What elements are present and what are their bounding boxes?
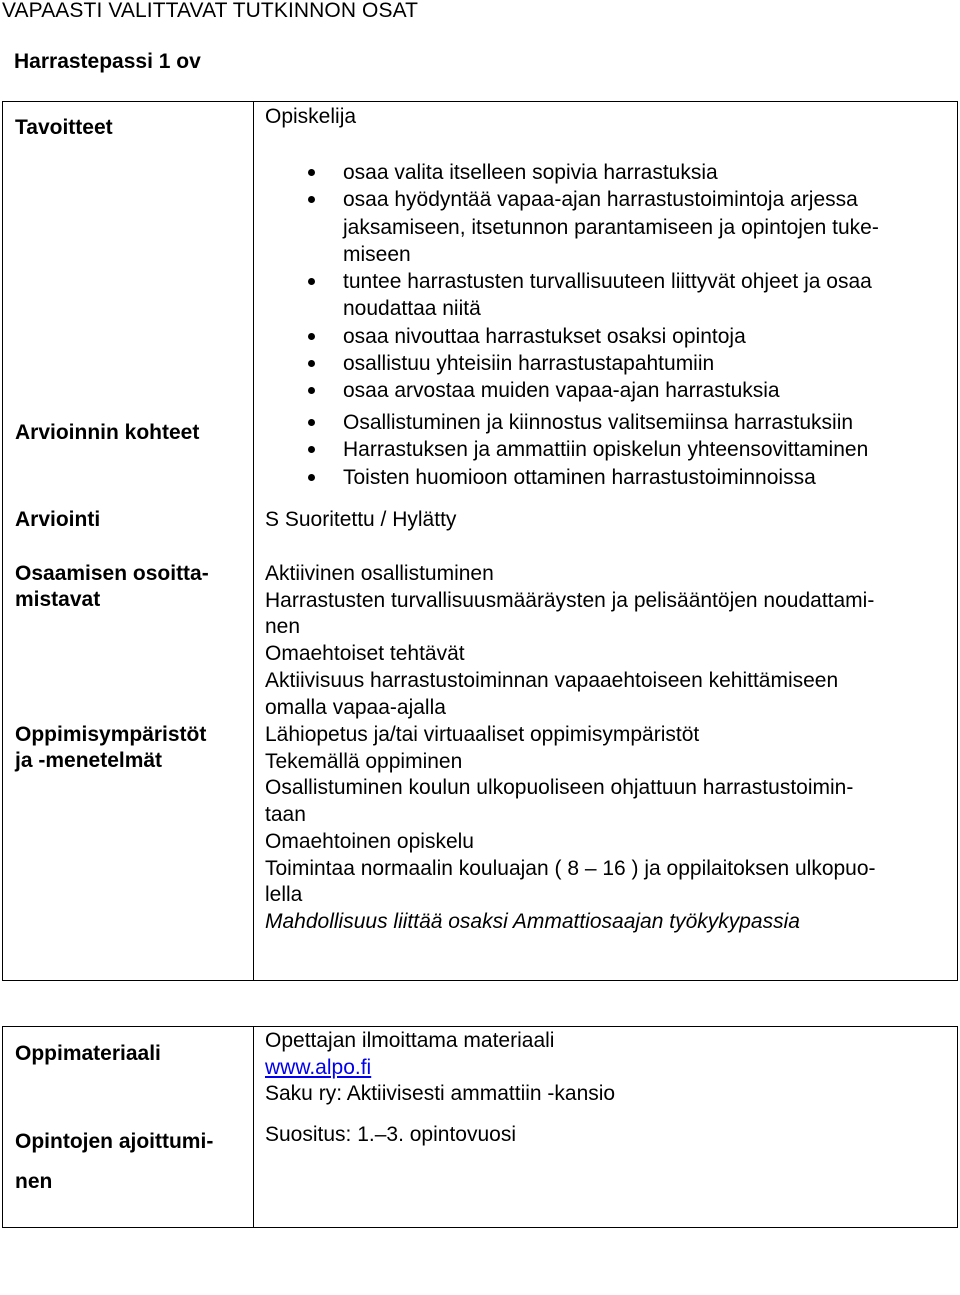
bullet-icon [308, 169, 315, 176]
list-item [265, 377, 955, 404]
arviointi-value [265, 507, 955, 534]
list-item-text: osaa arvostaa muiden vapaa-ajan harrastuksia [343, 379, 780, 403]
list-item [265, 464, 955, 491]
list-item-text: Toisten huomioon ottaminen harrastustoiminnoissa [343, 465, 816, 489]
list-item-text: jaksamiseen, itsetunnon parantamiseen ja opintojen tuke- [343, 215, 879, 239]
content-line: Suositus: 1.–3. opintovuosi [265, 1123, 516, 1146]
content-line: Aktiivisuus harrastustoiminnan vapaaehtoiseen kehittämiseen [265, 668, 839, 692]
label-osaamisen-osoittamistavat [15, 561, 245, 613]
content-line: Saku ry: Aktiivisesti ammattiin -kansio [265, 1082, 616, 1106]
content-line: Harrastusten turvallisuusmääräysten ja pelisääntöjen noudattami- [265, 588, 875, 612]
list-item-text: noudattaa niitä [343, 297, 481, 321]
list-item [265, 350, 955, 377]
column-divider [253, 102, 254, 980]
list-item-text: Osallistuminen ja kiinnostus valitsemiinsa harrastuksiin [343, 411, 854, 434]
content-line: Toimintaa normaalin kouluajan ( 8 – 16 ) ja oppilaitoksen ulkopuo- [265, 856, 876, 880]
osaamisen-content [265, 561, 955, 721]
alpo-link[interactable]: www.alpo.fi [265, 1055, 372, 1079]
label-opintojen-ajoittuminen [15, 1122, 245, 1202]
list-item [265, 409, 955, 436]
content-line: Lähiopetus ja/tai virtuaaliset oppimisympäristöt [265, 723, 700, 746]
bullet-icon [308, 278, 315, 285]
arvioinnin-kohteet-list [265, 409, 955, 491]
arviointi-text: S Suoritettu / Hylätty [265, 508, 457, 531]
list-item-text: tuntee harrastusten turvallisuuteen liittyvät ohjeet ja osaa [343, 270, 872, 294]
content-line: Omaehtoiset tehtävät [265, 642, 465, 666]
course-details-table [2, 101, 958, 981]
list-item-text: miseen [343, 242, 411, 266]
tavoitteet-intro [265, 104, 955, 131]
content-line: nen [265, 615, 301, 639]
list-item-text: osaa nivouttaa harrastukset osaksi opintoja [343, 324, 746, 348]
list-item [265, 268, 955, 323]
content-line: Aktiivinen osallistuminen [265, 562, 494, 585]
list-item-text: osaa hyödyntää vapaa-ajan harrastustoimintoja arjessa [343, 188, 858, 212]
list-item [265, 186, 955, 268]
label-line: Opintojen ajoittumi- [15, 1130, 214, 1153]
list-item [265, 159, 955, 186]
label-line: mistavat [15, 588, 101, 611]
label-line: nen [15, 1170, 53, 1193]
label-line: Osaamisen osoitta- [15, 562, 209, 585]
bullet-icon [308, 419, 315, 426]
content-line: Tekemällä oppiminen [265, 749, 463, 773]
oppimateriaali-content [265, 1028, 955, 1108]
content-line: omalla vapaa-ajalla [265, 695, 446, 719]
content-line: Opettajan ilmoittama materiaali [265, 1029, 555, 1052]
content-line: Omaehtoinen opiskelu [265, 829, 474, 853]
course-title: Harrastepassi 1 ov [14, 50, 201, 73]
list-item [265, 323, 955, 350]
label-line: Oppimisympäristöt [15, 723, 207, 746]
bullet-icon [308, 474, 315, 481]
label-line: ja -menetelmät [15, 749, 163, 772]
materials-table [2, 1026, 958, 1228]
label-oppimisymparistot [15, 722, 245, 774]
bullet-icon [308, 387, 315, 394]
list-item-text: osaa valita itselleen sopivia harrastuksia [343, 161, 718, 184]
list-item [265, 436, 955, 463]
label-arviointi: Arviointi [15, 508, 101, 531]
content-line: lella [265, 883, 303, 907]
bullet-icon [308, 446, 315, 453]
bullet-icon [308, 196, 315, 203]
oppimisymparistot-content [265, 722, 955, 936]
tavoitteet-intro-text: Opiskelija [265, 105, 357, 128]
label-tavoitteet: Tavoitteet [15, 116, 113, 139]
list-item-text: Harrastuksen ja ammattiin opiskelun yhteensovittaminen [343, 438, 869, 462]
label-arvioinnin-kohteet: Arvioinnin kohteet [15, 421, 200, 444]
tavoitteet-list [265, 159, 955, 405]
content-line: Osallistuminen koulun ulkopuoliseen ohjattuun harrastustoimin- [265, 776, 854, 800]
ajoittuminen-content [265, 1122, 955, 1149]
bullet-icon [308, 333, 315, 340]
content-line-italic: Mahdollisuus liittää osaksi Ammattiosaajan työkykypassia [265, 909, 800, 933]
column-divider [253, 1027, 254, 1227]
document-heading: VAPAASTI VALITTAVAT TUTKINNON OSAT [2, 0, 419, 22]
list-item-text: osallistuu yhteisiin harrastustapahtumiin [343, 352, 715, 376]
content-line: taan [265, 803, 306, 827]
label-oppimateriaali: Oppimateriaali [15, 1042, 161, 1065]
content-line [265, 1055, 955, 1082]
bullet-icon [308, 360, 315, 367]
